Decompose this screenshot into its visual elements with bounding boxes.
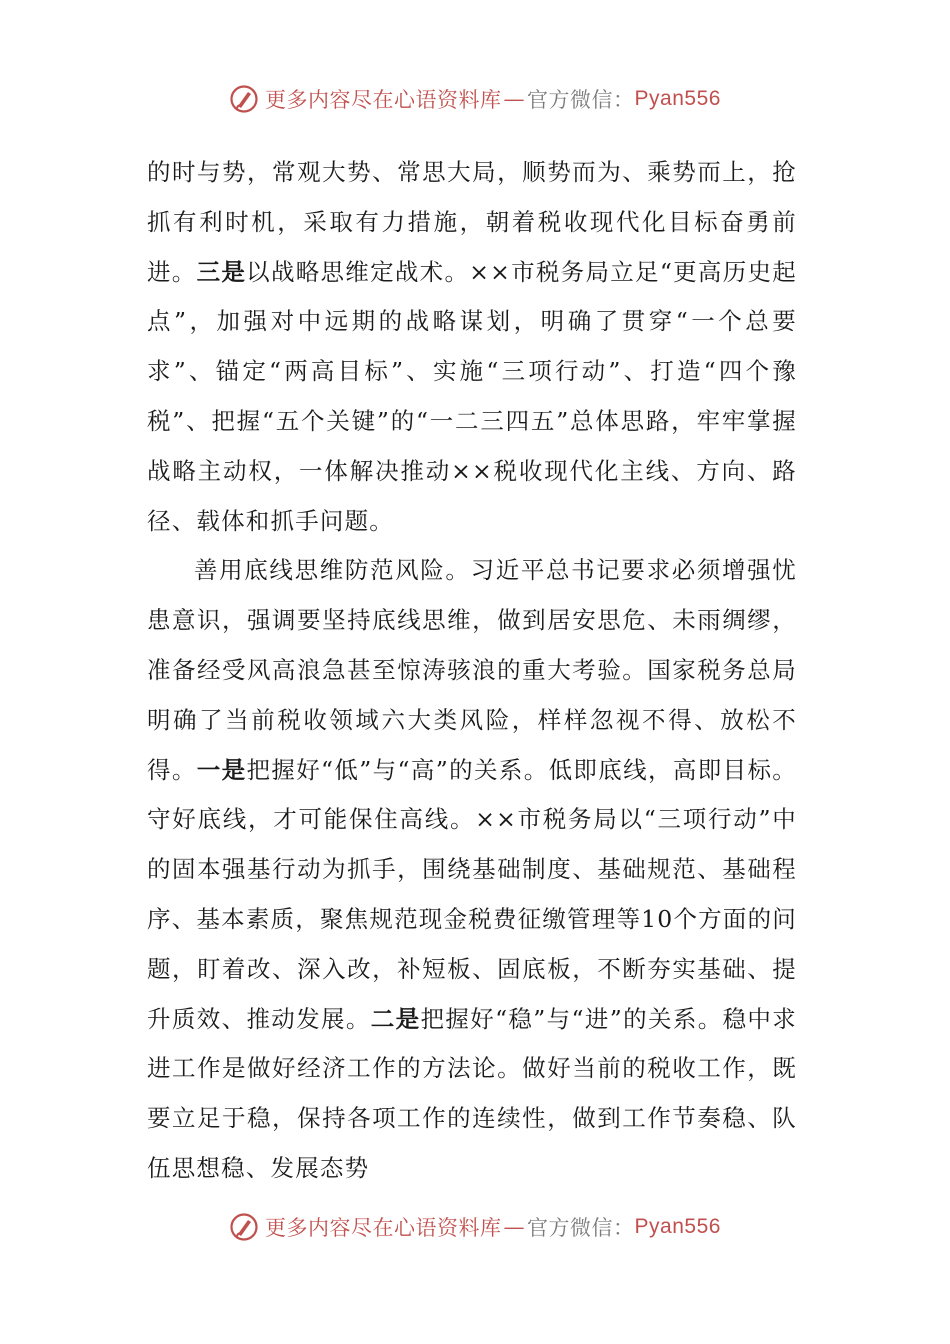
paragraph-2-run-3: 把握好“低”与“高”的关系。低即底线，高即目标。守好底线，才可能保住高线。××市税务局以“三项行动”中的固本强基行动为抓手，围绕基础制度、基础规范、基础程序、基本素质，聚焦规范现金税费征缴管理等10个方面的问题，盯着改、深入改，补短板、固底板，不断夯实基础、提升质效、推动发展。 xyxy=(147,755,798,1033)
footer-watermark xyxy=(0,1212,950,1242)
watermark-wechat-id: Pyan556 xyxy=(634,1215,721,1238)
watermark-main-text: 更多内容尽在心语资料库 xyxy=(265,88,502,112)
watermark-main-text: 更多内容尽在心语资料库 xyxy=(265,1216,502,1240)
paragraph-1-run-1: 的时与势，常观大势、常思大局，顺势而为、乘势而上，抢抓有利时机，采取有力措施，朝着税收现代化目标奋勇前进。 xyxy=(147,158,797,286)
paragraph-2 xyxy=(147,546,797,1193)
paragraph-2-run-1: 善用底线思维防范风险。习近平总书记要求必须增强忧患意识，强调要坚持底线思维，做到居安思危、未雨绸缪，准备经受风高浪急甚至惊涛骇浪的重大考验。国家税务总局明确了当前税收领域六大类风险，样样忽视不得、放松不得。 xyxy=(147,556,797,784)
watermark-separator: — xyxy=(503,87,526,111)
header-watermark xyxy=(0,84,950,114)
paragraph-2-run-5: 把握好“稳”与“进”的关系。稳中求进工作是做好经济工作的方法论。做好当前的税收工作，既要立足于稳，保持各项工作的连续性，做到工作节奏稳、队伍思想稳、发展态势 xyxy=(147,1004,797,1182)
paragraph-1 xyxy=(147,148,797,546)
watermark-sub-text: 官方微信： xyxy=(527,88,635,112)
paragraph-1-run-3: 以战略思维定战术。××市税务局立足“更高历史起点”，加强对中远期的战略谋划，明确了贯穿“一个总要求”、锚定“两高目标”、实施“三项行动”、打造“四个豫税”、把握“五个关键”的“一二三四五”总体思路，牢牢掌握战略主动权，一体解决推动××税收现代化主线、方向、路径、载体和抓手问题。 xyxy=(147,257,797,535)
quill-logo-icon xyxy=(229,84,259,114)
paragraph-1-run-2-bold: 三是 xyxy=(196,257,247,286)
paragraph-2-run-4-bold: 二是 xyxy=(370,1004,421,1033)
document-body xyxy=(147,148,797,1194)
quill-logo-icon xyxy=(229,1212,259,1242)
watermark-separator: — xyxy=(503,1215,526,1239)
watermark-wechat-id: Pyan556 xyxy=(634,87,721,110)
paragraph-2-run-2-bold: 一是 xyxy=(196,755,247,784)
watermark-sub-text: 官方微信： xyxy=(527,1216,635,1240)
